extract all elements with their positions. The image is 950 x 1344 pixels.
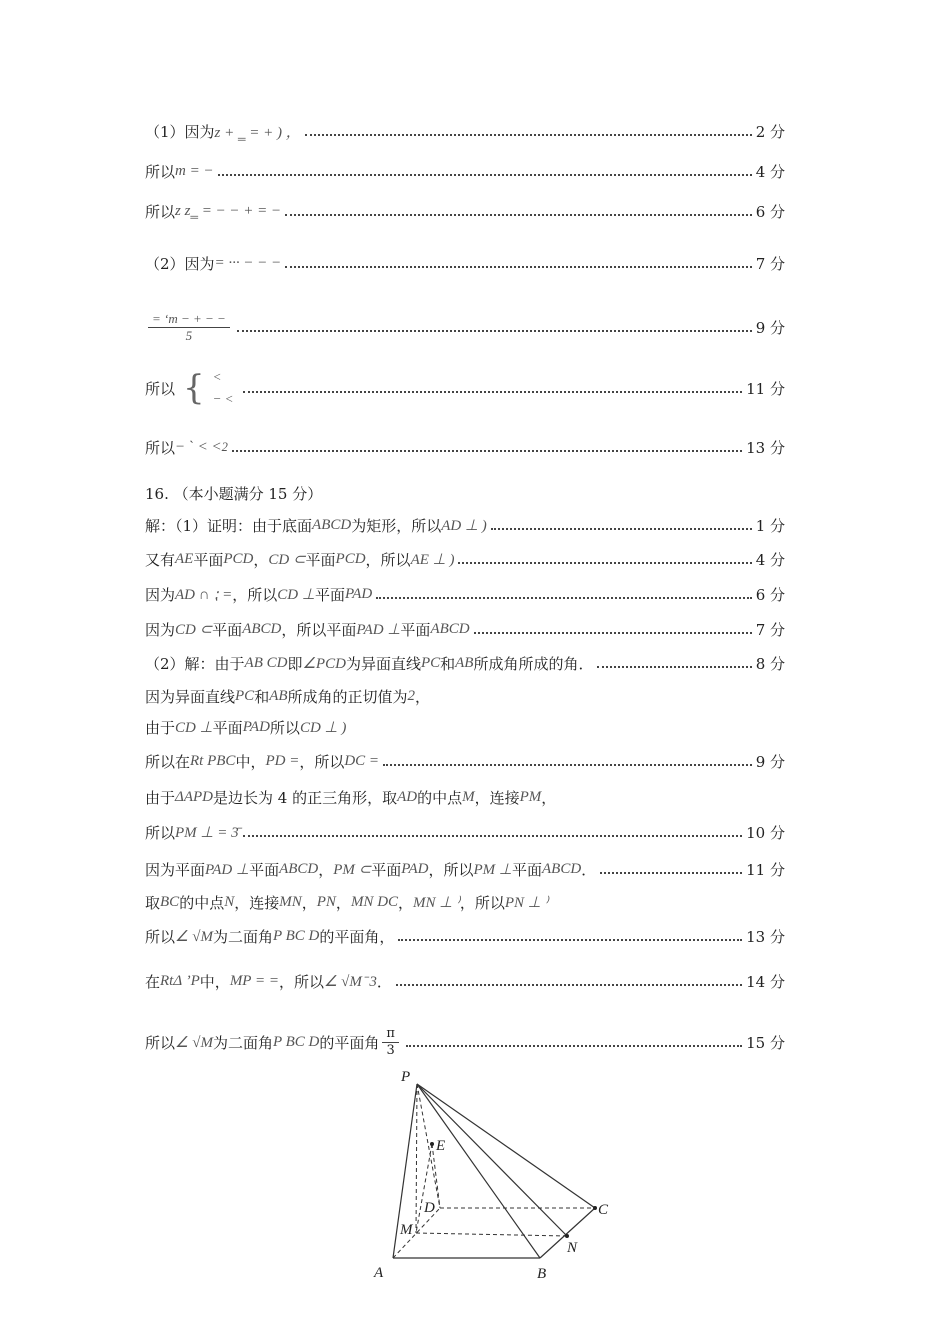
- edge-PM: [416, 1084, 417, 1233]
- line-text: ，所以: [459, 893, 505, 912]
- line-text: ，连接: [234, 893, 280, 912]
- line-text: （2）因为: [145, 254, 215, 273]
- score: 9 分: [755, 318, 785, 337]
- line-math: PAD: [242, 718, 270, 735]
- line-math: ABCD: [279, 860, 319, 877]
- line-text: ，所以: [278, 972, 324, 991]
- line-text: ，: [318, 860, 334, 879]
- line-text: 的中点: [417, 788, 463, 807]
- score: 7 分: [755, 620, 785, 639]
- line-math: AD ∩ ⁏ =: [175, 586, 233, 603]
- line-math: Rt PBC: [190, 752, 236, 769]
- line-math: AD: [397, 788, 418, 805]
- line-text: 平面: [314, 585, 345, 604]
- line-3: [145, 196, 785, 226]
- label-B: B: [537, 1266, 547, 1282]
- subscript: 2: [221, 439, 228, 454]
- line-math: AE: [175, 550, 194, 567]
- heading-text: 16. （本小题满分 15 分）: [145, 484, 323, 503]
- line-12: [145, 614, 785, 644]
- line-text: ，所以: [299, 752, 345, 771]
- score: 1 分: [755, 516, 785, 535]
- line-text: ，: [301, 893, 317, 912]
- dot-leader: [285, 266, 751, 268]
- line-text: 所以: [145, 379, 176, 398]
- line-text: 为异面直线: [345, 654, 421, 673]
- dot-leader: [396, 984, 742, 986]
- line-math: AB CD: [244, 654, 288, 671]
- line-text: 又有: [145, 550, 176, 569]
- line-math: ABCD: [542, 860, 582, 877]
- line-math: CD ⊥: [175, 719, 213, 736]
- line-math: ΔAPD: [175, 788, 213, 805]
- line-text: 和: [440, 654, 456, 673]
- line-math: ∠ √M: [175, 1034, 213, 1051]
- inequality-2: − <: [212, 391, 234, 406]
- line-text: 中，: [235, 752, 266, 771]
- line-text: 平面: [512, 860, 543, 879]
- line-math: MN DC: [350, 893, 399, 910]
- line-math: PC: [235, 687, 255, 704]
- line-math: BC: [160, 893, 180, 910]
- dot-leader: [232, 450, 742, 452]
- line-21: [145, 921, 785, 951]
- line-math: RtΔ ’P: [160, 972, 200, 989]
- line-math: 2: [407, 687, 416, 704]
- line-text: 所以: [145, 1033, 176, 1052]
- line-9: [145, 510, 785, 540]
- score: 2 分: [755, 122, 785, 141]
- line-math: AB: [269, 687, 288, 704]
- line-text: ，: [415, 687, 431, 706]
- fraction-denominator: 5: [185, 327, 193, 343]
- line-text: 因为平面: [145, 860, 206, 879]
- line-text: 平面: [371, 860, 402, 879]
- line-5: [145, 308, 785, 346]
- line-math: CD ⊂: [175, 621, 213, 638]
- line-text: ，: [541, 788, 557, 807]
- dot-leader: [597, 666, 751, 668]
- line-text: 平面: [305, 550, 336, 569]
- dot-leader: [406, 1045, 742, 1047]
- line-14: [145, 681, 785, 711]
- line-text: 和: [254, 687, 270, 706]
- line-math: PM: [519, 788, 542, 805]
- line-math: AE ⊥ ): [410, 551, 455, 568]
- fraction-pi-over-3: [382, 1026, 399, 1059]
- pyramid-figure: [360, 1062, 620, 1290]
- dot-leader: [474, 632, 752, 634]
- line-math: PM ⊥: [473, 861, 512, 878]
- line-text: ．: [376, 972, 392, 991]
- line-7: [145, 432, 785, 462]
- label-A: A: [374, 1265, 384, 1281]
- line-16: [145, 746, 785, 776]
- label-C: C: [598, 1202, 609, 1218]
- line-math: ∠PCD: [302, 655, 346, 672]
- line-text: 所以在: [145, 752, 191, 771]
- line-1: [145, 116, 785, 146]
- point-E: [430, 1142, 434, 1146]
- dot-leader: [376, 597, 751, 599]
- line-math: MP = =: [229, 972, 279, 989]
- line-math: PM ⊥ = 3̄: [175, 824, 239, 841]
- score: 13 分: [746, 438, 785, 457]
- line-19: [145, 854, 785, 884]
- line-text: ，所以: [232, 585, 278, 604]
- line-text: ．: [581, 860, 597, 879]
- score: 6 分: [755, 585, 785, 604]
- line-text: 的中点: [179, 893, 225, 912]
- score: 6 分: [755, 202, 785, 221]
- line-math: PAD: [401, 860, 429, 877]
- line-text: 平面: [212, 620, 243, 639]
- dot-leader: [243, 391, 742, 393]
- edge-MN: [416, 1233, 567, 1236]
- line-text: 平面: [212, 718, 243, 737]
- line-math: N: [224, 893, 235, 910]
- line-text: 因为: [145, 620, 176, 639]
- line-18: [145, 817, 785, 847]
- line-text: 所以: [145, 823, 176, 842]
- line-math: CD ⊥ ): [299, 719, 347, 736]
- score: 8 分: [755, 654, 785, 673]
- line-text: 解：（1）证明：由于底面: [145, 516, 313, 535]
- line-text: 所以: [145, 438, 176, 457]
- line-text: 因为: [145, 585, 176, 604]
- line-text: 所以: [145, 927, 176, 946]
- dot-leader: [458, 562, 751, 564]
- line-text: 平面: [400, 620, 431, 639]
- score: 7 分: [755, 254, 785, 273]
- line-math: P BC D: [272, 927, 320, 944]
- line-20: [145, 887, 785, 917]
- line-math: DC =: [344, 752, 380, 769]
- line-text: ，所以: [428, 860, 474, 879]
- point-C: [593, 1206, 597, 1210]
- left-brace: {: [183, 368, 205, 408]
- problem-16-heading: [145, 478, 785, 508]
- line-math: MN: [279, 893, 302, 910]
- dot-leader: [383, 764, 752, 766]
- line-math: P BC D: [272, 1033, 320, 1050]
- score: 4 分: [755, 162, 785, 181]
- line-10: [145, 544, 785, 574]
- line-text: 平面: [193, 550, 224, 569]
- dot-leader: [243, 835, 743, 837]
- inequality-system: [213, 366, 234, 410]
- line-text: 因为异面直线: [145, 687, 236, 706]
- label-M: M: [400, 1222, 413, 1238]
- label-P: P: [401, 1069, 411, 1085]
- line-text: ，连接: [474, 788, 520, 807]
- line-17: [145, 782, 785, 812]
- line-text: 中，: [199, 972, 230, 991]
- line-math: z z‗ = − − + = −: [175, 202, 282, 219]
- label-D: D: [424, 1200, 435, 1216]
- dot-leader: [218, 174, 752, 176]
- line-text: ，: [335, 893, 351, 912]
- line-math: AD ⊥ ): [441, 517, 487, 534]
- line-text: 所以: [269, 718, 300, 737]
- line-text: 取: [145, 893, 161, 912]
- line-math: PCD: [223, 550, 254, 567]
- score: 11 分: [746, 379, 785, 398]
- line-11: [145, 579, 785, 609]
- fraction-numerator: = ‘m − + − −: [148, 311, 230, 328]
- line-math: MN ⊥ ⁾: [413, 894, 460, 911]
- line-22: [145, 964, 785, 998]
- line-text: 由于: [145, 788, 176, 807]
- dot-leader: [491, 528, 752, 530]
- line-text: 所以: [145, 162, 176, 181]
- line-math: ABCD: [312, 516, 352, 533]
- score: 15 分: [746, 1033, 785, 1052]
- score: 11 分: [746, 860, 785, 879]
- line-text: 平面: [249, 860, 280, 879]
- line-math: ABCD: [430, 620, 470, 637]
- line-text: 为矩形，所以: [351, 516, 442, 535]
- point-N: [565, 1234, 569, 1238]
- line-text: 所成角的正切值为: [287, 687, 408, 706]
- line-math: PAD ⊥: [356, 621, 401, 638]
- line-math: = ··· − − −: [214, 254, 282, 271]
- line-2: [145, 156, 785, 186]
- line-13: [145, 648, 785, 678]
- line-math: PC: [420, 654, 441, 671]
- line-math: CD ⊥: [277, 586, 315, 603]
- line-text: 是边长为 4 的正三角形，取: [212, 788, 398, 807]
- label-E: E: [436, 1138, 446, 1154]
- line-math: PAD: [344, 585, 373, 602]
- line-15: [145, 712, 785, 742]
- fraction-denominator: 3: [386, 1042, 395, 1058]
- line-text: 为二面角: [212, 1033, 273, 1052]
- dot-leader: [398, 939, 742, 941]
- line-math: M: [462, 788, 475, 805]
- line-text: （2）解：由于: [145, 654, 245, 673]
- dot-leader: [285, 214, 752, 216]
- line-23: [145, 1022, 785, 1062]
- line-math: ∠ √M ̄ 3: [323, 973, 377, 990]
- edge-PB: [417, 1084, 540, 1258]
- line-text: ，所以平面: [281, 620, 357, 639]
- dot-leader: [305, 134, 752, 136]
- line-text: ，所以: [365, 550, 411, 569]
- line-math: PN: [316, 893, 336, 910]
- line-math: − ˋ < <: [175, 438, 222, 455]
- score: 9 分: [755, 752, 785, 771]
- line-6: [145, 368, 785, 408]
- line-math: PAD ⊥: [205, 861, 250, 878]
- line-text: 在: [145, 972, 161, 991]
- line-text: ，: [398, 893, 414, 912]
- label-N: N: [567, 1240, 578, 1256]
- fraction: [148, 311, 230, 344]
- inequality-1: <: [212, 369, 222, 384]
- line-text: 即: [287, 654, 303, 673]
- line-math: CD ⊂: [268, 551, 306, 568]
- line-math: ∠ √M: [175, 928, 213, 945]
- dot-leader: [600, 872, 742, 874]
- line-math: PN ⊥ ⁾: [504, 894, 549, 911]
- line-text: 的平面角: [319, 1033, 380, 1052]
- line-text: 的平面角，: [319, 927, 395, 946]
- line-math: PM ⊂: [333, 861, 372, 878]
- edge-EM: [416, 1144, 432, 1233]
- score: 10 分: [746, 823, 785, 842]
- line-text: ，: [253, 550, 269, 569]
- line-math: PCD: [335, 550, 366, 567]
- line-text: 所成角所成的角．: [473, 654, 594, 673]
- line-math: ABCD: [242, 620, 282, 637]
- score: 13 分: [746, 927, 785, 946]
- line-text: 所以: [145, 202, 176, 221]
- line-text: 为二面角: [212, 927, 273, 946]
- line-math: PD =: [265, 752, 300, 769]
- edge-PN: [417, 1084, 567, 1236]
- line-math: z + ‗ = + ) ，: [214, 124, 301, 141]
- score: 4 分: [755, 550, 785, 569]
- dot-leader: [237, 330, 752, 332]
- fraction-numerator: π: [382, 1026, 399, 1043]
- line-math: m = −: [175, 162, 214, 179]
- score: 14 分: [746, 972, 785, 991]
- line-text: 由于: [145, 718, 176, 737]
- line-text: （1）因为: [145, 122, 215, 141]
- line-4: [145, 248, 785, 278]
- line-math: AB: [455, 654, 474, 671]
